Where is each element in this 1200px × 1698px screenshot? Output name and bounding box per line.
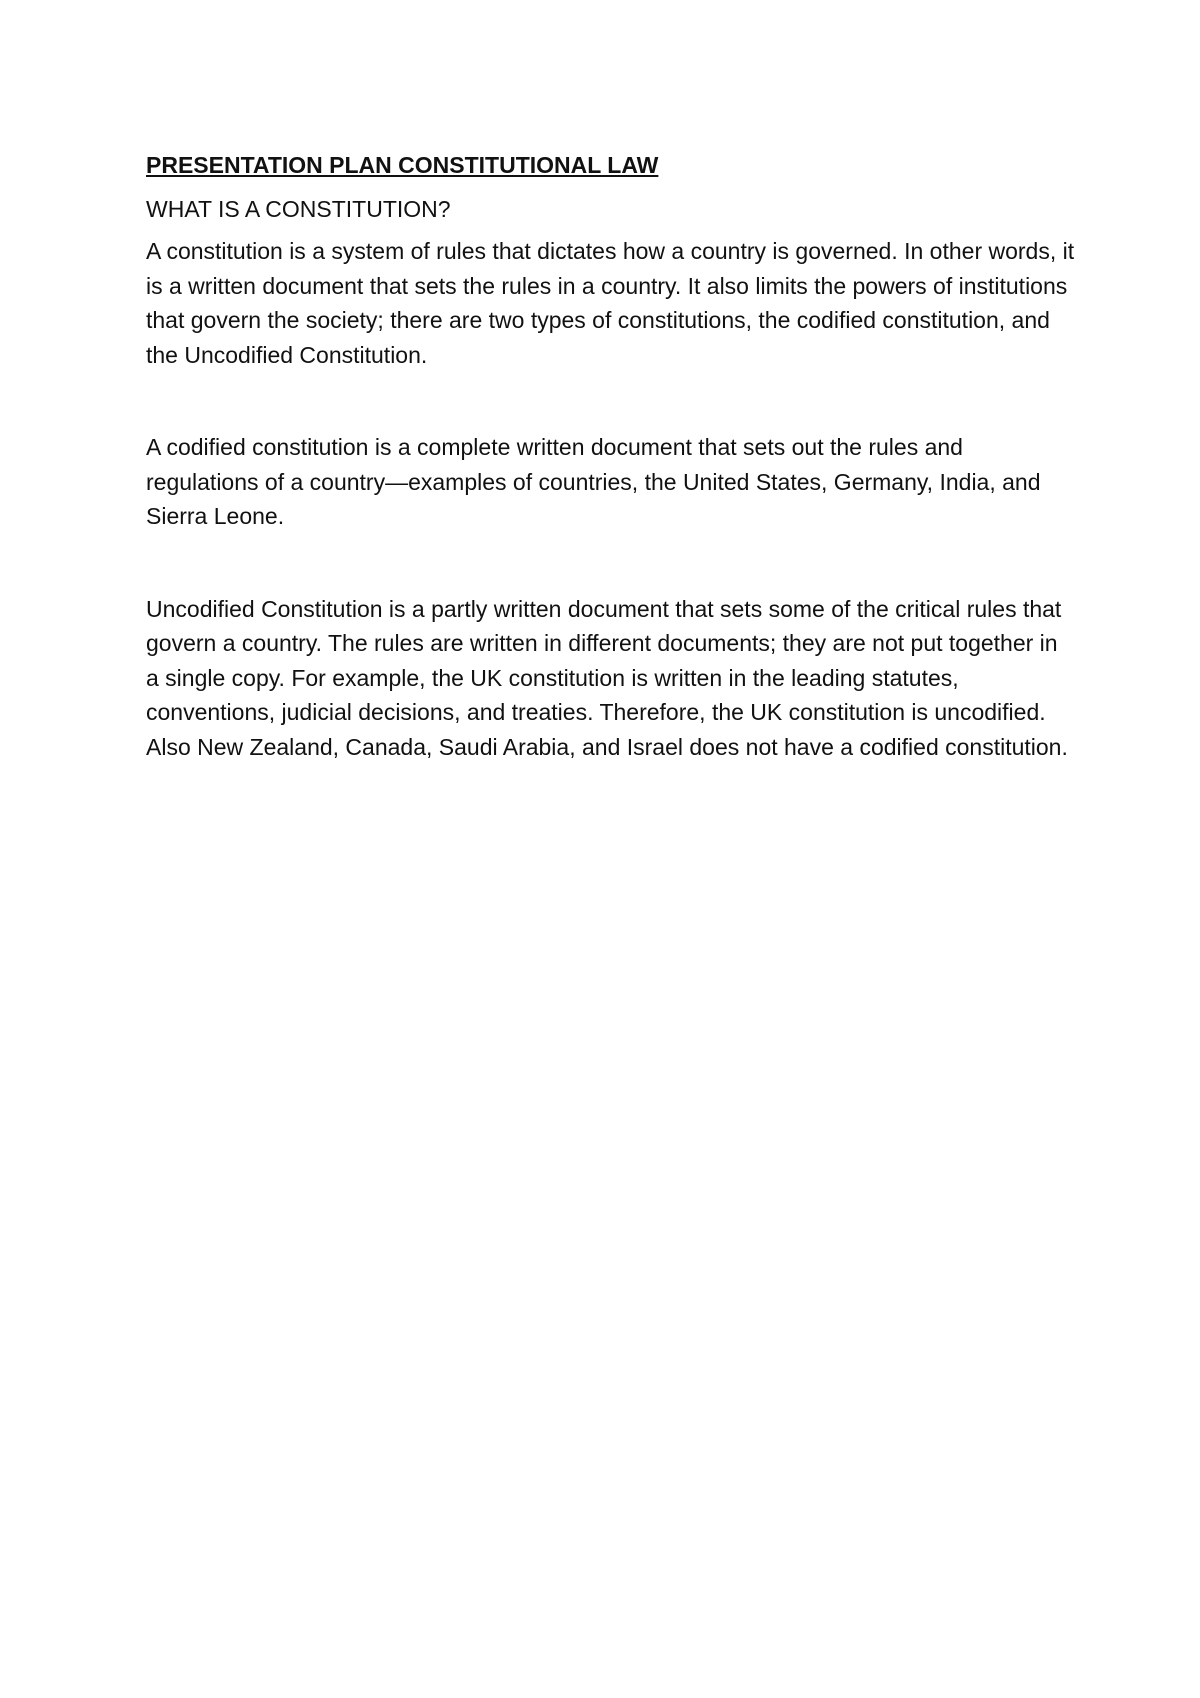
- section-heading: WHAT IS A CONSTITUTION?: [146, 196, 451, 222]
- paragraph-codified: A codified constitution is a complete written document that sets out the rules and regulations of a country—examples of countries, the United States, Germany, India, and Sierra Leone.: [146, 434, 1041, 529]
- document-body: [146, 148, 1076, 764]
- document-title: PRESENTATION PLAN CONSTITUTIONAL LAW: [146, 152, 659, 178]
- paragraph-uncodified: Uncodified Constitution is a partly written document that sets some of the critical rules that govern a country. The rules are written in different documents; they are not put together in a single copy. For example, the UK constitution is written in the leading statutes, conventions, judicial decisions, and treaties. Therefore, the UK constitution is uncodified. Also New Zealand, Canada, Saudi Arabia, and Israel does not have a codified constitution.: [146, 595, 1068, 760]
- paragraph-definition: A constitution is a system of rules that dictates how a country is governed. In other words, it is a written document that sets the rules in a country. It also limits the powers of institutions that govern the society; there are two types of constitutions, the codified constitution, and the Uncodified Constitution.: [146, 238, 1075, 368]
